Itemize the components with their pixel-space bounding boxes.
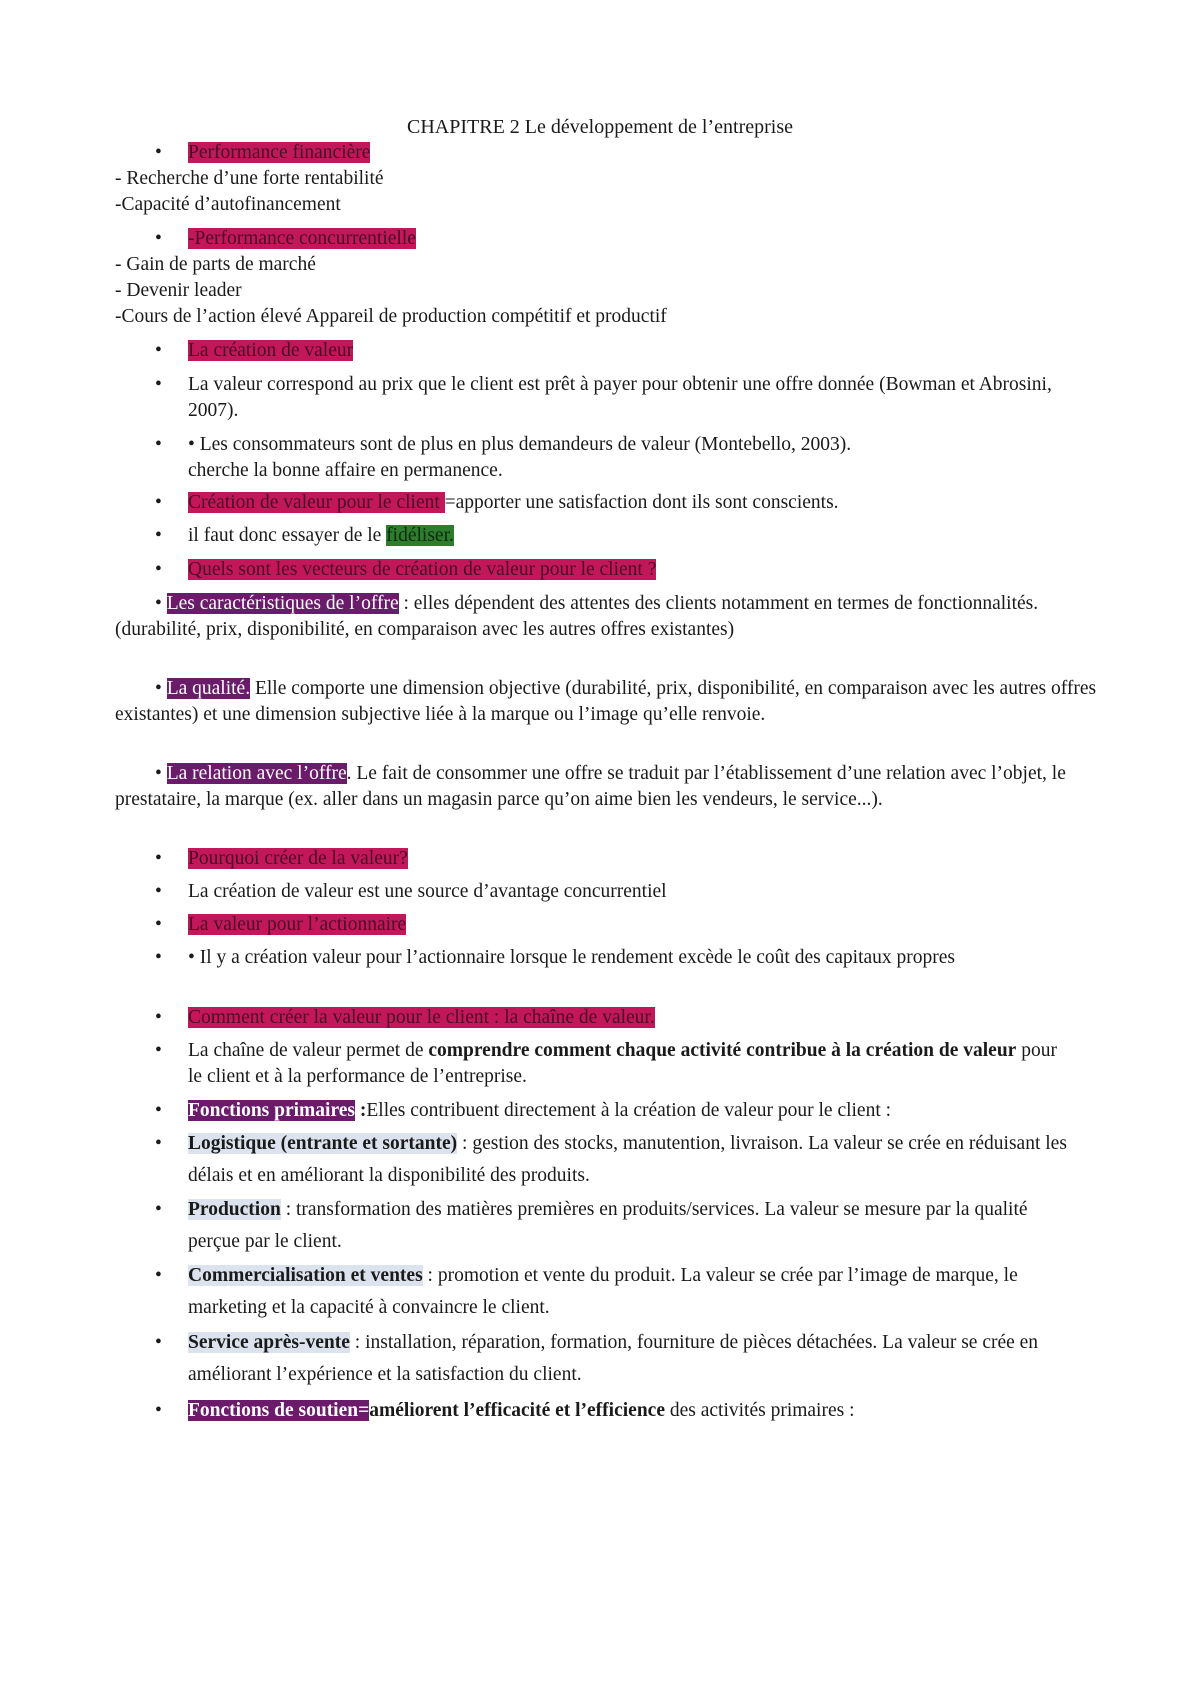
bullet-icon: • (155, 434, 162, 455)
highlight-qualite: La qualité. (166, 678, 251, 699)
text-chaine-bold: comprendre comment chaque activité contribue à la création de valeur (428, 1040, 1017, 1061)
bullet-icon: • (155, 678, 162, 699)
line-cours-action: -Cours de l’action élevé Appareil de production compétitif et productif (115, 306, 667, 327)
text-qualite: Elle comporte une dimension objective (durabilité, prix, disponibilité, en comparaison avec les autres offres existantes) et une dimension subjective liée à la marque ou l’image qu’elle renvoie. (115, 678, 1097, 725)
text-soutien-rest: des activités primaires : (664, 1400, 855, 1421)
bullet-icon: • (155, 1007, 162, 1028)
text-service-apres-vente: : installation, réparation, formation, fourniture de pièces détachées. La valeur se crée en améliorant l’expérience et la satisfaction du client. (188, 1332, 1039, 1385)
bullet-icon: • (155, 559, 162, 580)
para-qualite (115, 676, 1105, 728)
label-production: Production (188, 1199, 281, 1220)
text-avantage: La création de valeur est une source d’avantage concurrentiel (188, 881, 667, 902)
highlight-fideliser: fidéliser. (386, 525, 454, 546)
highlight-relation: La relation avec l’offre (166, 763, 347, 784)
text-caracteristiques: : elles dépendent des attentes des clients notamment en termes de fonctionnalités.(durabilité, prix, disponibilité, en comparaison avec les autres offres existantes) (115, 593, 1039, 640)
bullet-icon: • (155, 142, 162, 163)
heading-perf-concurrentielle: -Performance concurrentielle (188, 228, 416, 249)
bullet-icon: • (155, 492, 162, 513)
heading-perf-financiere: Performance financière (188, 142, 371, 163)
bullet-icon: • (155, 1199, 162, 1220)
bullet-icon: • (155, 1040, 162, 1061)
highlight-creation-client: Création de valeur pour le client (188, 492, 445, 513)
text-valeur-prix: La valeur correspond au prix que le client est prêt à payer pour obtenir une offre donnée (Bowman et Abrosini, 2007). (188, 374, 1052, 421)
text-logistique: : gestion des stocks, manutention, livraison. La valeur se crée en réduisant les délais et en améliorant la disponibilité des produits. (188, 1133, 1067, 1186)
bullet-icon: • (155, 1265, 162, 1286)
bullet-icon: • (155, 1332, 162, 1353)
para-relation-offre (115, 761, 1105, 813)
bullet-icon: • (155, 881, 162, 902)
heading-pourquoi: Pourquoi créer de la valeur? (188, 848, 408, 869)
bullet-icon: • (155, 914, 162, 935)
heading-actionnaire: La valeur pour l’actionnaire (188, 914, 407, 935)
text-satisfaction: =apporter une satisfaction dont ils sont conscients. (444, 492, 839, 513)
text-primaires-rest: Elles contribuent directement à la création de valeur pour le client : (366, 1100, 892, 1121)
label-service-apres-vente: Service après-vente (188, 1332, 350, 1353)
line-autofinancement: -Capacité d’autofinancement (115, 194, 341, 215)
bullet-icon: • (155, 1133, 162, 1154)
text-production: : transformation des matières premières en produits/services. La valeur se mesure par la qualité perçue par le client. (188, 1199, 1028, 1252)
bullet-icon: • (155, 1400, 162, 1421)
text-primaires-colon: : (355, 1100, 367, 1121)
bullet-icon: • (155, 525, 162, 546)
line-parts-marche: - Gain de parts de marché (115, 254, 316, 275)
bullet-icon: • (155, 1100, 162, 1121)
label-commercialisation: Commercialisation et ventes (188, 1265, 423, 1286)
text-relation: . Le fait de consommer une offre se traduit par l’établissement d’une relation avec l’objet, le prestataire, la marque (ex. aller dans un magasin parce qu’on aime bien les vendeurs, le service...). (115, 763, 1066, 810)
text-rendement: • Il y a création valeur pour l’actionnaire lorsque le rendement excède le coût des capitaux propres (188, 947, 955, 968)
heading-chaine-valeur: Comment créer la valeur pour le client : la chaîne de valeur. (188, 1007, 655, 1028)
text-chaine-rest: pour le client et à la performance de l’entreprise. (188, 1040, 1057, 1087)
heading-creation-valeur: La création de valeur (188, 340, 354, 361)
bullet-icon: • (155, 340, 162, 361)
text-consommateurs: • Les consommateurs sont de plus en plus demandeurs de valeur (Montebello, 2003). (188, 434, 852, 455)
heading-fonctions-primaires: Fonctions primaires (188, 1100, 356, 1121)
text-soutien-bold: améliorent l’efficacité et l’efficience (369, 1400, 665, 1421)
line-rentabilite: - Recherche d’une forte rentabilité (115, 168, 384, 189)
bullet-icon: • (155, 947, 162, 968)
heading-question-vecteurs: Quels sont les vecteurs de création de valeur pour le client ? (188, 559, 657, 580)
text-chaine-intro: La chaîne de valeur permet de (188, 1040, 429, 1061)
bullet-icon: • (155, 374, 162, 395)
bullet-icon: • (155, 763, 162, 784)
text-commercialisation: : promotion et vente du produit. La valeur se crée par l’image de marque, le marketing et la capacité à convaincre le client. (188, 1265, 1018, 1318)
para-caracteristiques-offre (115, 591, 1105, 643)
page-title: CHAPITRE 2 Le développement de l’entreprise (407, 116, 793, 138)
heading-fonctions-soutien: Fonctions de soutien= (188, 1400, 370, 1421)
bullet-icon: • (155, 848, 162, 869)
text-essayer: il faut donc essayer de le (188, 525, 387, 546)
highlight-caracteristiques: Les caractéristiques de l’offre (166, 593, 399, 614)
label-logistique: Logistique (entrante et sortante) (188, 1133, 458, 1154)
line-leader: - Devenir leader (115, 280, 242, 301)
bullet-icon: • (155, 228, 162, 249)
bullet-icon: • (155, 593, 162, 614)
text-bonne-affaire: cherche la bonne affaire en permanence. (188, 460, 503, 481)
